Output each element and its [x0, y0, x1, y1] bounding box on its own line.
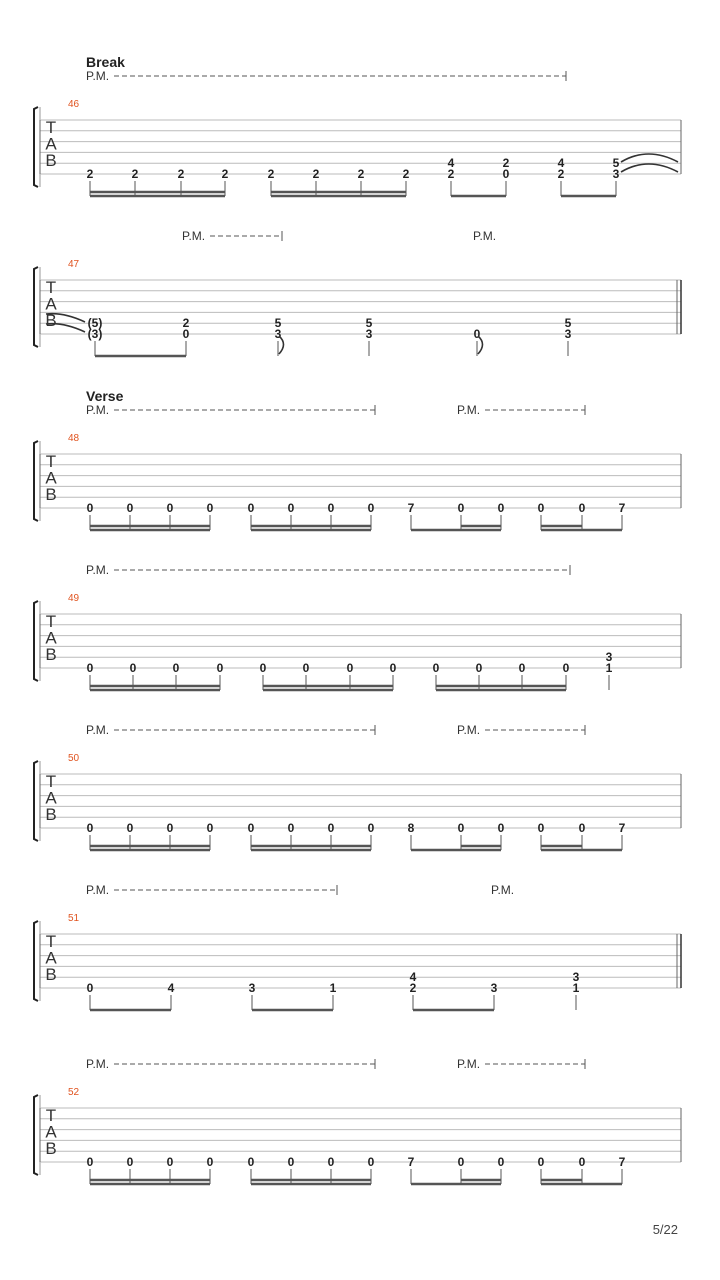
- fret-number: 4: [409, 970, 417, 985]
- measure-number: 51: [68, 913, 80, 924]
- measure-number: 46: [68, 99, 80, 110]
- fret-number: 0: [287, 1155, 295, 1169]
- fret-number: 5: [612, 156, 620, 171]
- fret-number: 0: [578, 821, 586, 835]
- fret-number: 0: [206, 1155, 214, 1169]
- palm-mute-label: P.M.: [86, 403, 110, 417]
- fret-number: 3: [572, 970, 580, 985]
- fret-number: 0: [86, 1155, 94, 1169]
- tie-out: [621, 164, 678, 172]
- measure-number: 50: [68, 753, 80, 764]
- tab-clef-letter: T: [45, 772, 57, 791]
- fret-number: 0: [86, 981, 94, 995]
- measure-number: 49: [68, 593, 80, 604]
- tie-out: [621, 154, 678, 162]
- fret-number: 0: [327, 1155, 335, 1169]
- fret-number: 8: [407, 821, 415, 835]
- section-label: Verse: [86, 388, 124, 404]
- palm-mute-label: P.M.: [86, 883, 110, 897]
- tab-clef-letter: A: [45, 468, 57, 488]
- fret-number: 2: [86, 167, 94, 181]
- fret-number: 2: [447, 167, 455, 181]
- fret-number: 0: [247, 501, 255, 515]
- fret-number: 0: [367, 821, 375, 835]
- fret-number: 2: [357, 167, 365, 181]
- tab-clef-letter: A: [45, 628, 57, 648]
- palm-mute-label: P.M.: [182, 229, 206, 243]
- fret-number: 0: [367, 1155, 375, 1169]
- fret-number: 0: [346, 661, 354, 675]
- fret-number: 0: [287, 501, 295, 515]
- tab-clef-letter: T: [45, 118, 57, 137]
- fret-number: 0: [166, 1155, 174, 1169]
- tab-clef-letter: A: [45, 1122, 57, 1142]
- measure-number: 52: [68, 1087, 80, 1098]
- system-bracket: [34, 601, 38, 681]
- fret-number: 2: [409, 981, 417, 995]
- fret-number: 0: [367, 501, 375, 515]
- fret-number: 3: [605, 650, 613, 665]
- fret-number: 2: [131, 167, 139, 181]
- fret-number: 2: [267, 167, 275, 181]
- fret-number: 0: [389, 661, 397, 675]
- fret-number: 0: [457, 501, 465, 515]
- tab-clef-letter: T: [45, 612, 57, 631]
- fret-number: 3: [490, 981, 498, 995]
- fret-number: 3: [274, 327, 282, 341]
- fret-number: 0: [562, 661, 570, 675]
- fret-number: 0: [578, 1155, 586, 1169]
- fret-number: 0: [518, 661, 526, 675]
- fret-number: 7: [618, 1155, 626, 1169]
- tab-clef-letter: B: [45, 1139, 57, 1158]
- fret-number: 0: [497, 1155, 505, 1169]
- fret-number: 2: [182, 316, 190, 331]
- fret-number: 0: [578, 501, 586, 515]
- fret-number: (5): [87, 316, 103, 331]
- fret-number: 0: [537, 821, 545, 835]
- fret-number: 2: [221, 167, 229, 181]
- fret-number: 5: [564, 316, 572, 331]
- fret-number: 7: [618, 501, 626, 515]
- fret-number: 1: [605, 661, 613, 675]
- fret-number: 0: [537, 501, 545, 515]
- palm-mute-label: P.M.: [86, 723, 110, 737]
- fret-number: 1: [572, 981, 580, 995]
- fret-number: 0: [129, 661, 137, 675]
- fret-number: 3: [248, 981, 256, 995]
- tab-clef-letter: B: [45, 805, 57, 824]
- tab-clef-letter: T: [45, 1106, 57, 1125]
- fret-number: 5: [274, 316, 282, 331]
- tab-clef-letter: B: [45, 151, 57, 170]
- fret-number: 0: [206, 821, 214, 835]
- section-label: Break: [86, 54, 125, 70]
- fret-number: 0: [502, 167, 510, 181]
- fret-number: 0: [287, 821, 295, 835]
- fret-number: 4: [167, 981, 175, 995]
- tab-clef-letter: B: [45, 645, 57, 664]
- measure-number: 48: [68, 433, 80, 444]
- tab-clef-letter: T: [45, 278, 57, 297]
- fret-number: 0: [457, 821, 465, 835]
- fret-number: 0: [457, 1155, 465, 1169]
- fret-number: 5: [365, 316, 373, 331]
- tab-clef-letter: T: [45, 452, 57, 471]
- system-bracket: [34, 1095, 38, 1175]
- palm-mute-label: P.M.: [86, 563, 110, 577]
- fret-number: 4: [447, 156, 455, 171]
- palm-mute-label: P.M.: [457, 403, 481, 417]
- tab-clef-letter: A: [45, 948, 57, 968]
- fret-number: 0: [206, 501, 214, 515]
- fret-number: 7: [407, 1155, 415, 1169]
- system-bracket: [34, 441, 38, 521]
- page-number: 5/22: [652, 1222, 678, 1237]
- fret-number: 2: [557, 167, 565, 181]
- fret-number: 7: [618, 821, 626, 835]
- palm-mute-label: P.M.: [86, 69, 110, 83]
- fret-number: (3): [87, 327, 103, 341]
- fret-number: 0: [182, 327, 190, 341]
- palm-mute-label: P.M.: [457, 1057, 481, 1071]
- fret-number: 3: [564, 327, 572, 341]
- fret-number: 0: [172, 661, 180, 675]
- fret-number: 1: [329, 981, 337, 995]
- fret-number: 2: [312, 167, 320, 181]
- fret-number: 0: [432, 661, 440, 675]
- fret-number: 0: [537, 1155, 545, 1169]
- fret-number: 3: [612, 167, 620, 181]
- fret-number: 0: [475, 661, 483, 675]
- fret-number: 0: [126, 821, 134, 835]
- fret-number: 0: [497, 821, 505, 835]
- palm-mute-label: P.M.: [473, 229, 497, 243]
- system-bracket: [34, 267, 38, 347]
- fret-number: 0: [126, 501, 134, 515]
- fret-number: 0: [166, 501, 174, 515]
- fret-number: 0: [327, 821, 335, 835]
- fret-number: 0: [86, 661, 94, 675]
- fret-number: 0: [473, 327, 481, 341]
- fret-number: 0: [126, 1155, 134, 1169]
- fret-number: 4: [557, 156, 565, 171]
- fret-number: 0: [86, 501, 94, 515]
- palm-mute-label: P.M.: [457, 723, 481, 737]
- tab-clef-letter: B: [45, 485, 57, 504]
- fret-number: 0: [247, 1155, 255, 1169]
- tab-clef-letter: B: [45, 311, 57, 330]
- fret-number: 7: [407, 501, 415, 515]
- tab-clef-letter: T: [45, 932, 57, 951]
- system-bracket: [34, 921, 38, 1001]
- system-bracket: [34, 107, 38, 187]
- fret-number: 0: [259, 661, 267, 675]
- tab-clef-letter: A: [45, 134, 57, 154]
- fret-number: 0: [497, 501, 505, 515]
- palm-mute-label: P.M.: [491, 883, 515, 897]
- fret-number: 2: [502, 156, 510, 171]
- fret-number: 0: [247, 821, 255, 835]
- fret-number: 0: [327, 501, 335, 515]
- fret-number: 2: [402, 167, 410, 181]
- fret-number: 0: [86, 821, 94, 835]
- tab-clef-letter: A: [45, 788, 57, 808]
- tab-clef-letter: B: [45, 965, 57, 984]
- palm-mute-label: P.M.: [86, 1057, 110, 1071]
- fret-number: 0: [302, 661, 310, 675]
- measure-number: 47: [68, 259, 80, 270]
- fret-number: 2: [177, 167, 185, 181]
- system-bracket: [34, 761, 38, 841]
- fret-number: 0: [166, 821, 174, 835]
- tab-clef-letter: A: [45, 294, 57, 314]
- fret-number: 3: [365, 327, 373, 341]
- fret-number: 0: [216, 661, 224, 675]
